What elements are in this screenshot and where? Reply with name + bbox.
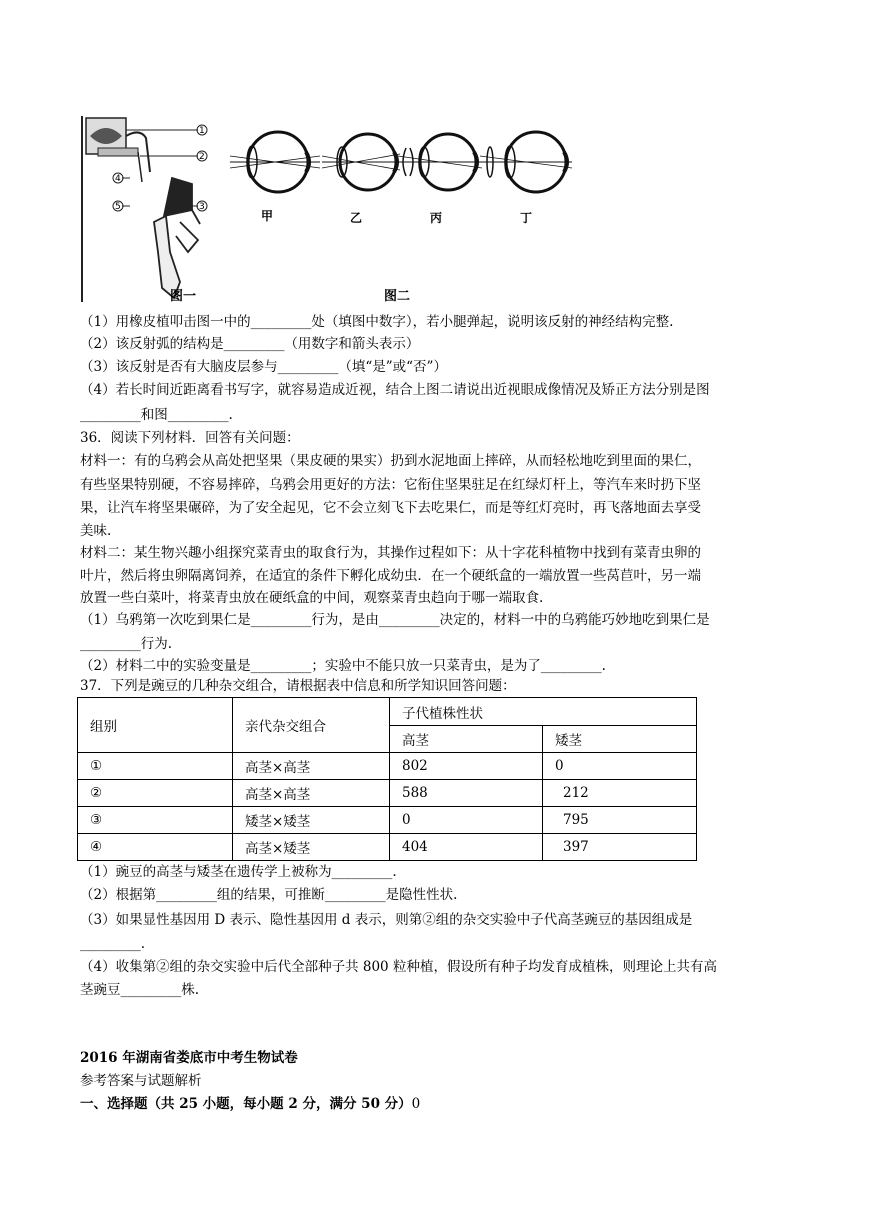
pea-cross-table (77, 697, 697, 861)
marker-5: 5 (115, 202, 121, 212)
q37-part1: （1）豌豆的高茎与矮茎在遗传学上被称为_________. (80, 864, 397, 880)
q35-part4-line1: （4）若长时间近距离看书写字，就容易造成近视，结合上图二请说出近视眼成像情况及矫正方法分别是图 (80, 382, 710, 398)
q36-part1-line1: （1）乌鸦第一次吃到果仁是_________行为，是由_________决定的，材料一中的乌鸦能巧妙地吃到果仁是 (80, 612, 710, 628)
answer-section-heading (80, 1094, 420, 1114)
table-row (78, 834, 697, 861)
table-row (78, 753, 697, 780)
cell-tall: 0 (390, 807, 543, 834)
q36-material1-line2: 有些坚果特别硬，不容易摔碎，乌鸦会用更好的方法：它衔住坚果驻足在红绿灯杆上，等汽车来时扔下坚 (80, 477, 701, 493)
cell-parent: 高茎×高茎 (233, 780, 390, 807)
leg-drawing (154, 178, 200, 298)
q36-title: 36．阅读下列材料．回答有关问题： (80, 430, 300, 446)
cell-parent: 矮茎×矮茎 (233, 807, 390, 834)
figure-panel (80, 112, 580, 304)
eye-label-ding: 丁 (520, 211, 533, 225)
section-title: 一、选择题（共 25 小题，每小题 2 分，满分 50 分） (80, 1096, 412, 1112)
marker-3: 3 (199, 202, 205, 212)
cell-group: ① (78, 753, 233, 780)
q35-part3: （3）该反射是否有大脑皮层参与_________（填“是”或“否”） (80, 359, 447, 375)
cell-group: ③ (78, 807, 233, 834)
figure2-label: 图二 (384, 289, 411, 304)
marker-4: 4 (115, 174, 121, 184)
q37-part4-line2: 茎豌豆_________株. (80, 982, 200, 998)
cell-short: 0 (543, 753, 697, 780)
answer-title: 2016 年湖南省娄底市中考生物试卷 (80, 1050, 298, 1066)
spinal-cord-drawing (86, 118, 150, 182)
answer-subtitle: 参考答案与试题解析 (80, 1073, 202, 1089)
q36-material2-line3: 放置一些白菜叶，将菜青虫放在硬纸盒的中间，观察菜青虫趋向于哪一端取食. (80, 590, 544, 606)
cell-parent: 高茎×高茎 (233, 753, 390, 780)
eye-yi (322, 134, 400, 190)
q36-material2-line2: 叶片，然后将虫卵隔离饲养，在适宜的条件下孵化成幼虫．在一个硬纸盒的一端放置一些莴苣叶，另一端 (80, 568, 701, 584)
cell-group: ④ (78, 834, 233, 861)
q37-part3-line1: （3）如果显性基因用 D 表示、隐性基因用 d 表示，则第②组的杂交实验中子代高茎豌豆的基因组成是 (80, 912, 693, 928)
eye-diagrams (230, 132, 572, 192)
eye-bing (398, 134, 482, 190)
marker-2: 2 (199, 152, 205, 162)
eye-labels (261, 209, 532, 225)
cell-tall: 588 (390, 780, 543, 807)
cell-parent: 高茎×矮茎 (233, 834, 390, 861)
cell-tall: 802 (390, 753, 543, 780)
q36-material1-line3: 果，让汽车将坚果碾碎，为了安全起见，它不会立刻飞下去吃果仁，而是等红灯亮时，再飞落地面去享受 (80, 500, 701, 516)
table-row (78, 780, 697, 807)
eye-jia (230, 132, 320, 192)
q36-material1-line1: 材料一：有的乌鸦会从高处把坚果（果皮硬的果实）扔到水泥地面上摔碎，从而轻松地吃到里面的果仁， (80, 453, 701, 469)
table-row (78, 807, 697, 834)
section-tail: 0 (411, 1096, 421, 1112)
header-offspring: 子代植株性状 (390, 698, 697, 726)
q36-part2: （2）材料二中的实验变量是_________；实验中不能只放一只菜青虫，是为了_________. (80, 658, 606, 674)
cell-short: 212 (543, 780, 697, 807)
q36-part1-line2: _________行为. (80, 636, 173, 652)
q36-material2-line1: 材料二：某生物兴趣小组探究菜青虫的取食行为，其操作过程如下：从十字花科植物中找到有菜青虫卵的 (80, 545, 701, 561)
q35-part2: （2）该反射弧的结构是_________（用数字和箭头表示） (80, 336, 420, 352)
eye-label-yi: 乙 (350, 211, 363, 225)
cell-tall: 404 (390, 834, 543, 861)
figure1-label: 图一 (170, 289, 197, 304)
cell-short: 397 (543, 834, 697, 861)
header-parent-cross: 亲代杂交组合 (233, 698, 390, 753)
table-header-row (78, 698, 697, 726)
header-group: 组别 (78, 698, 233, 753)
q37-title: 37．下列是豌豆的几种杂交组合，请根据表中信息和所学知识回答问题： (80, 678, 516, 694)
q37-part2: （2）根据第_________组的结果，可推断_________是隐性性状. (80, 887, 458, 903)
q35-part4-line2: _________和图_________. (80, 407, 233, 423)
q35-part1: （1）用橡皮植叩击图一中的_________处（填图中数字），若小腿弹起，说明该反射的神经结构完整. (80, 314, 674, 330)
cell-group: ② (78, 780, 233, 807)
eye-label-jia: 甲 (261, 209, 274, 223)
q37-part4-line1: （4）收集第②组的杂交实验中后代全部种子共 800 粒种植，假设所有种子均发育成植株，则理论上共有高 (80, 959, 717, 975)
header-tall: 高茎 (390, 726, 543, 753)
eye-ding (480, 132, 572, 192)
q36-material1-line4: 美味. (80, 523, 112, 539)
q37-part3-line2: _________. (80, 936, 146, 952)
eye-label-bing: 丙 (430, 211, 443, 225)
marker-1: 1 (199, 126, 205, 136)
cell-short: 795 (543, 807, 697, 834)
header-short: 矮茎 (543, 726, 697, 753)
